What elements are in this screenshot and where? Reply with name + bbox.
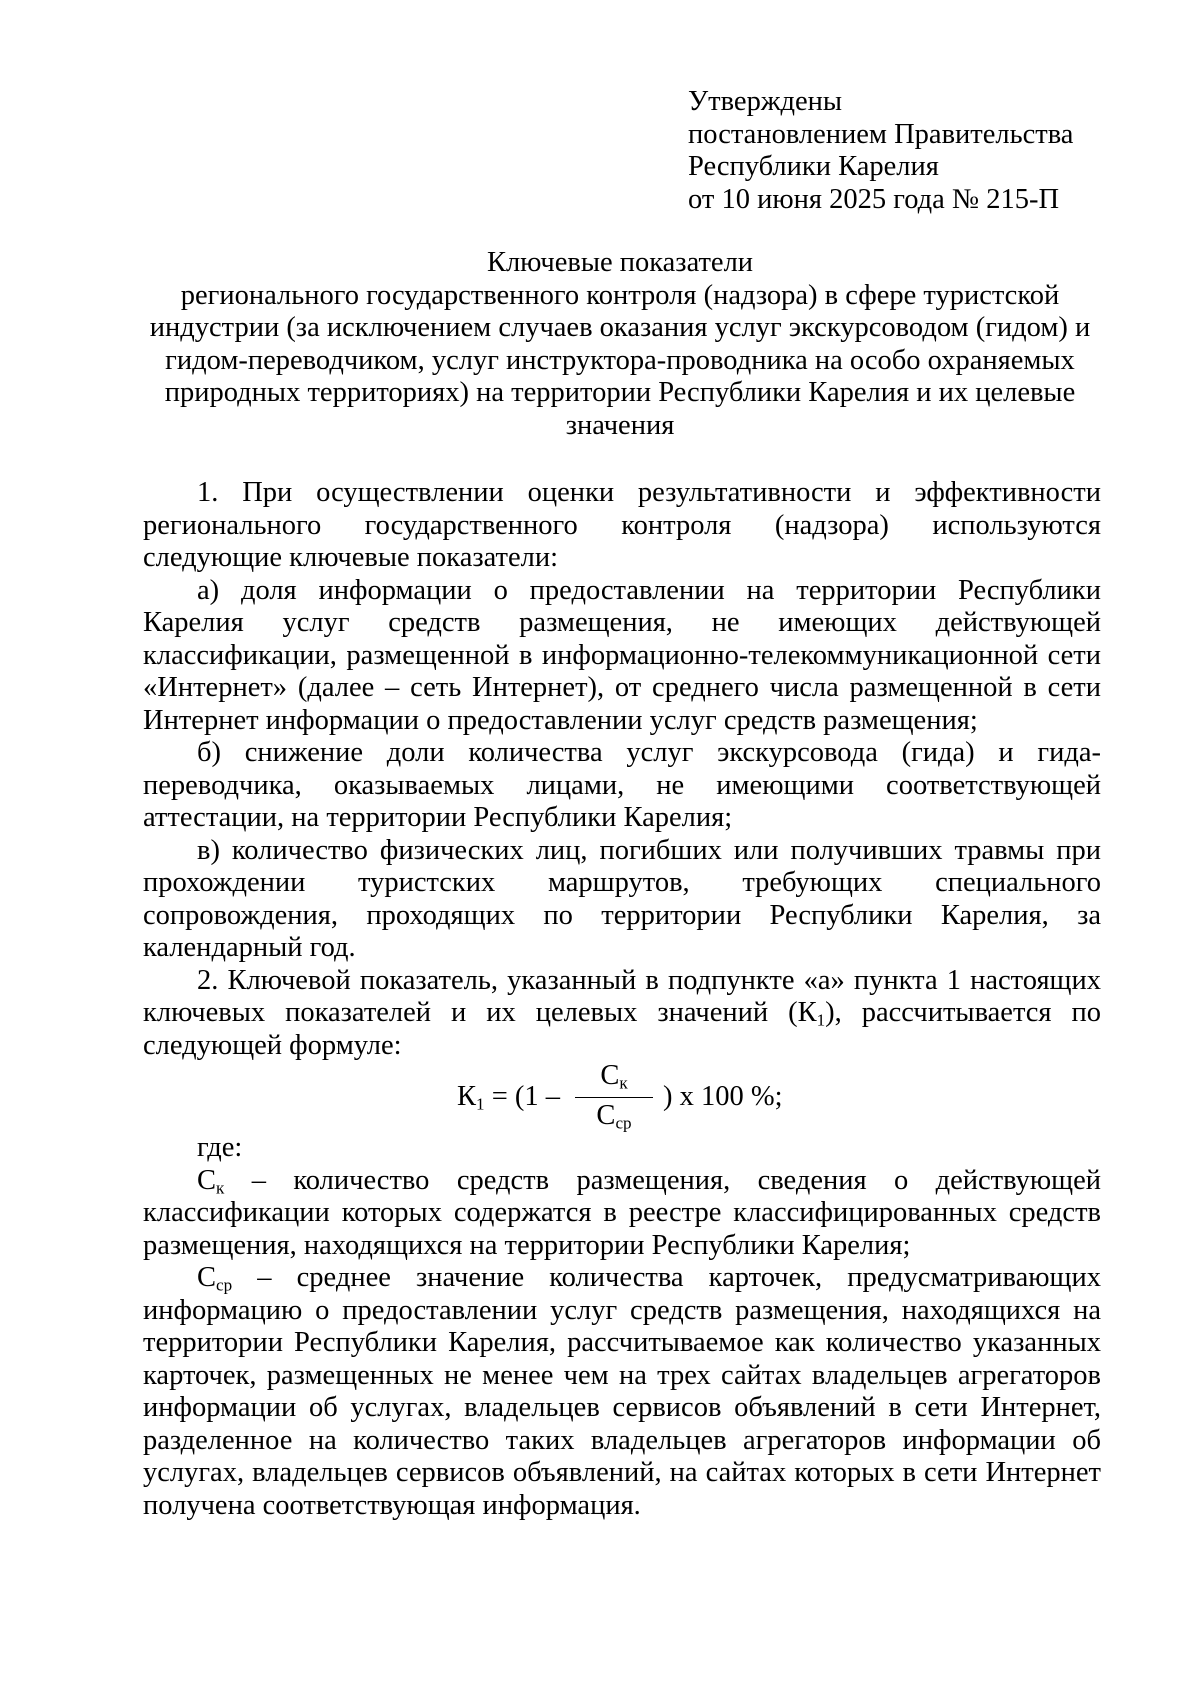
formula-lhs-rest: = (1 – (484, 1081, 561, 1112)
title-line: регионального государственного контроля (надзора) в сфере туристской (180, 279, 1060, 311)
paragraph-2-subscript: 1 (816, 1010, 826, 1030)
paragraph-item-a: а) доля информации о предоставлении на территории Республики Карелия услуг средств размещения, не имеющих действующей классификации, размещенной в информационно-телекоммуникационной сети «Интернет» (далее – сеть Интернет), от среднего числа размещенной в сети Интернет информации о предоставлении услуг средств размещения; (143, 574, 1101, 736)
formula-fraction (575, 1060, 653, 1133)
ccp-subscript: ср (216, 1275, 233, 1295)
ccp-symbol: С (197, 1262, 217, 1293)
approval-line: Утверждены (688, 86, 843, 117)
ck-symbol: С (197, 1164, 217, 1196)
where-label: где: (197, 1132, 243, 1163)
approval-block (688, 86, 1148, 216)
formula-row (143, 1062, 1101, 1132)
fraction-numerator (575, 1060, 653, 1093)
title-line: гидом-переводчиком, услуг инструктора-проводника на особо охраняемых (165, 344, 1075, 376)
paragraph-1: 1. При осуществлении оценки результативности и эффективности регионального государственного контроля (надзора) используются следующие ключевые показатели: (143, 477, 1101, 573)
fraction-denominator (575, 1100, 653, 1133)
title-line: природных территориях) на территории Республики Карелия и их целевые (164, 377, 1076, 408)
numerator-subscript: к (619, 1073, 628, 1093)
ck-subscript: к (216, 1177, 225, 1197)
formula-lhs-subscript: 1 (476, 1094, 485, 1114)
document-body (143, 477, 1101, 1522)
formula-rhs: ) х 100 %; (663, 1081, 783, 1112)
denominator-symbol: С (596, 1100, 616, 1131)
paragraph-item-b: б) снижение доли количества услуг экскурсовода (гида) и гида-переводчика, оказываемых лицами, не имеющими соответствующей аттестации, на территории Республики Карелия; (143, 737, 1101, 833)
definition-ccp (143, 1262, 1101, 1522)
document-title (140, 247, 1100, 442)
ck-text: – количество средств размещения, сведения о действующей классификации которых содержатся в реестре классифицированных средств размещения, находящихся на территории Республики Карелия; (143, 1164, 1101, 1261)
paragraph-2-end: ), рассчитывается по следующей формуле: (143, 997, 1101, 1061)
approval-line: Республики Карелия (688, 151, 939, 182)
ccp-text: – среднее значение количества карточек, предусматривающих информацию о предоставлении услуг средств размещения, находящихся на территории Республики Карелия, рассчитываемое как количество указанных карточек, размещенных не менее чем на трех сайтах владельцев агрегаторов информации об услугах, владельцев сервисов объявлений в сети Интернет, разделенное на количество таких владельцев агрегаторов информации об услугах, владельцев сервисов объявлений, на сайтах которых в сети Интернет получена соответствующая информация. (143, 1262, 1101, 1521)
fraction-bar (575, 1097, 653, 1098)
title-line: индустрии (за исключением случаев оказания услуг экскурсоводом (гидом) и (149, 312, 1091, 343)
paragraph-2-start: 2. Ключевой показатель, указанный в подпункте «а» пункта 1 настоящих ключевых показателей и их целевых значений (К (143, 964, 1101, 1028)
numerator-symbol: С (600, 1060, 620, 1091)
title-line: значения (565, 409, 675, 441)
definition-ck (143, 1165, 1101, 1263)
denominator-subscript: ср (615, 1113, 632, 1133)
paragraph-item-v: в) количество физических лиц, погибших или получивших травмы при прохождении туристских маршрутов, требующих специального сопровождения, проходящих по территории Республики Карелия, за календарный год. (143, 834, 1101, 963)
formula-lhs (457, 1081, 560, 1114)
formula-lhs-symbol: К (457, 1081, 477, 1112)
approval-line: постановлением Правительства (688, 118, 1074, 150)
title-line: Ключевые показатели (486, 247, 754, 278)
approval-line: от 10 июня 2025 года № 215-П (688, 183, 1060, 215)
paragraph-2 (143, 965, 1101, 1063)
